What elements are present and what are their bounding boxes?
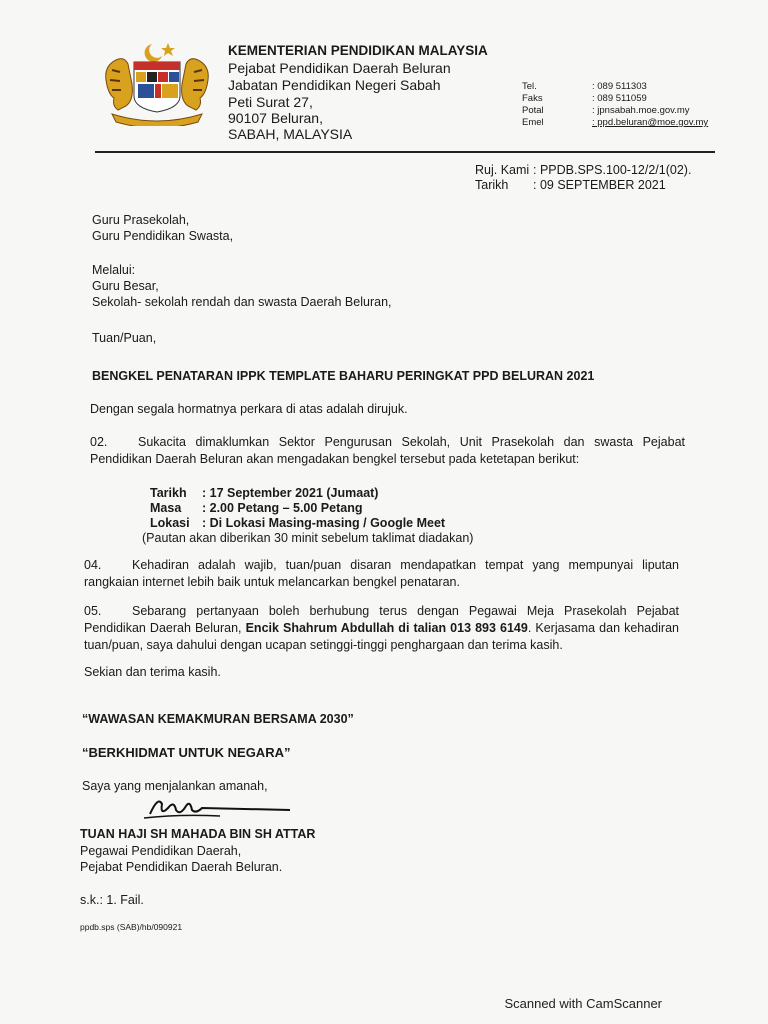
recipient-line: Guru Pendidikan Swasta,: [92, 229, 234, 243]
via-line: Sekolah- sekolah rendah dan swasta Daerah Beluran,: [92, 295, 392, 309]
contact-row: [522, 81, 708, 93]
reference-label: Ruj. Kami: [475, 163, 530, 177]
detail-label: Tarikh: [150, 486, 187, 500]
motto-line: “BERKHIDMAT UNTUK NEGARA”: [82, 745, 291, 760]
address-line: Peti Surat 27,: [228, 94, 313, 110]
salutation: Tuan/Puan,: [92, 331, 157, 345]
detail-value: : 17 September 2021 (Jumaat): [202, 486, 379, 500]
paragraph-text: Sukacita dimaklumkan Sektor Pengurusan Sekolah, Unit Prasekolah dan swasta Pejabat Pendidikan Daerah Beluran akan mengadakan bengkel tersebut pada ketetapan berikut:: [90, 435, 685, 466]
cc-line: s.k.: 1. Fail.: [80, 893, 144, 907]
detail-note: (Pautan akan diberikan 30 minit sebelum taklimat diadakan): [142, 531, 474, 545]
letter-subject: BENGKEL PENATARAN IPPK TEMPLATE BAHARU PERINGKAT PPD BELURAN 2021: [92, 369, 595, 383]
ministry-name: KEMENTERIAN PENDIDIKAN MALAYSIA: [228, 43, 488, 58]
contact-label: Faks: [522, 93, 543, 104]
closing-line: Sekian dan terima kasih.: [84, 665, 221, 679]
contact-label: Tel.: [522, 81, 537, 92]
reference-number: [475, 163, 691, 178]
detail-date: [150, 485, 378, 501]
date-value: : 09 SEPTEMBER 2021: [533, 178, 666, 192]
signatory-name: TUAN HAJI SH MAHADA BIN SH ATTAR: [80, 827, 316, 841]
paragraph-text: . Kerjasama dan kehadiran tuan/puan, saya dahului dengan ucapan setinggi-tinggi penghargaan dan terima kasih.: [84, 621, 679, 652]
detail-label: Lokasi: [150, 516, 190, 530]
signatory-title: Pegawai Pendidikan Daerah,: [80, 844, 242, 858]
date-label: Tarikh: [475, 178, 509, 192]
contact-block: [522, 81, 708, 129]
detail-value: : 2.00 Petang – 5.00 Petang: [202, 501, 363, 515]
email-link[interactable]: : ppd.beluran@moe.gov.my: [592, 117, 709, 128]
reference-value: : PPDB.SPS.100-12/2/1(02).: [533, 163, 692, 177]
contact-row: [522, 93, 708, 105]
contact-label: Emel: [522, 117, 544, 128]
address-line: 90107 Beluran,: [228, 110, 323, 126]
paragraph-04: [84, 557, 679, 591]
contact-value: : jpnsabah.moe.gov.my: [592, 105, 690, 116]
detail-location: [150, 515, 445, 531]
signatory-title: Pejabat Pendidikan Daerah Beluran.: [80, 860, 283, 874]
paragraph-number: 04.: [84, 558, 102, 572]
contact-person: Encik Shahrum Abdullah di talian 013 893 6149: [245, 621, 528, 635]
file-code: ppdb.sps (SAB)/hb/090921: [80, 922, 183, 932]
detail-label: Masa: [150, 501, 182, 515]
address-line: Pejabat Pendidikan Daerah Beluran: [228, 60, 451, 76]
contact-value: : 089 511059: [592, 93, 647, 104]
via-line: Guru Besar,: [92, 279, 159, 293]
paragraph-number: 05.: [84, 604, 102, 618]
motto-line: “WAWASAN KEMAKMURAN BERSAMA 2030”: [82, 712, 354, 726]
paragraph-text: Sebarang pertanyaan boleh berhubung terus dengan Pegawai Meja Prasekolah Pejabat Pendidikan Daerah Beluran,: [84, 604, 679, 635]
paragraph-text: Kehadiran adalah wajib, tuan/puan disaran mendapatkan tempat yang mempunyai liputan rangkaian internet lebih baik untuk melancarkan bengkel penataran.: [84, 558, 679, 589]
detail-time: [150, 500, 363, 516]
contact-value: : 089 511303: [592, 81, 647, 92]
signoff-line: Saya yang menjalankan amanah,: [82, 779, 268, 793]
opening-line: Dengan segala hormatnya perkara di atas adalah dirujuk.: [90, 402, 408, 416]
paragraph-number: 02.: [90, 435, 108, 449]
contact-label: Potal: [522, 105, 544, 116]
paragraph-02: [90, 434, 685, 468]
signature-icon: [140, 792, 300, 822]
contact-row: [522, 117, 708, 129]
paragraph-05: [84, 603, 679, 654]
scanner-watermark: Scanned with CamScanner: [504, 996, 662, 1011]
recipient-line: Guru Prasekolah,: [92, 213, 190, 227]
detail-value: : Di Lokasi Masing-masing / Google Meet: [202, 516, 446, 530]
reference-date: [475, 178, 666, 193]
malaysia-coat-of-arms-icon: [98, 40, 216, 126]
address-line: SABAH, MALAYSIA: [228, 126, 353, 142]
contact-row: [522, 105, 708, 117]
via-line: Melalui:: [92, 263, 136, 277]
address-line: Jabatan Pendidikan Negeri Sabah: [228, 77, 441, 93]
header-divider: [95, 151, 715, 153]
